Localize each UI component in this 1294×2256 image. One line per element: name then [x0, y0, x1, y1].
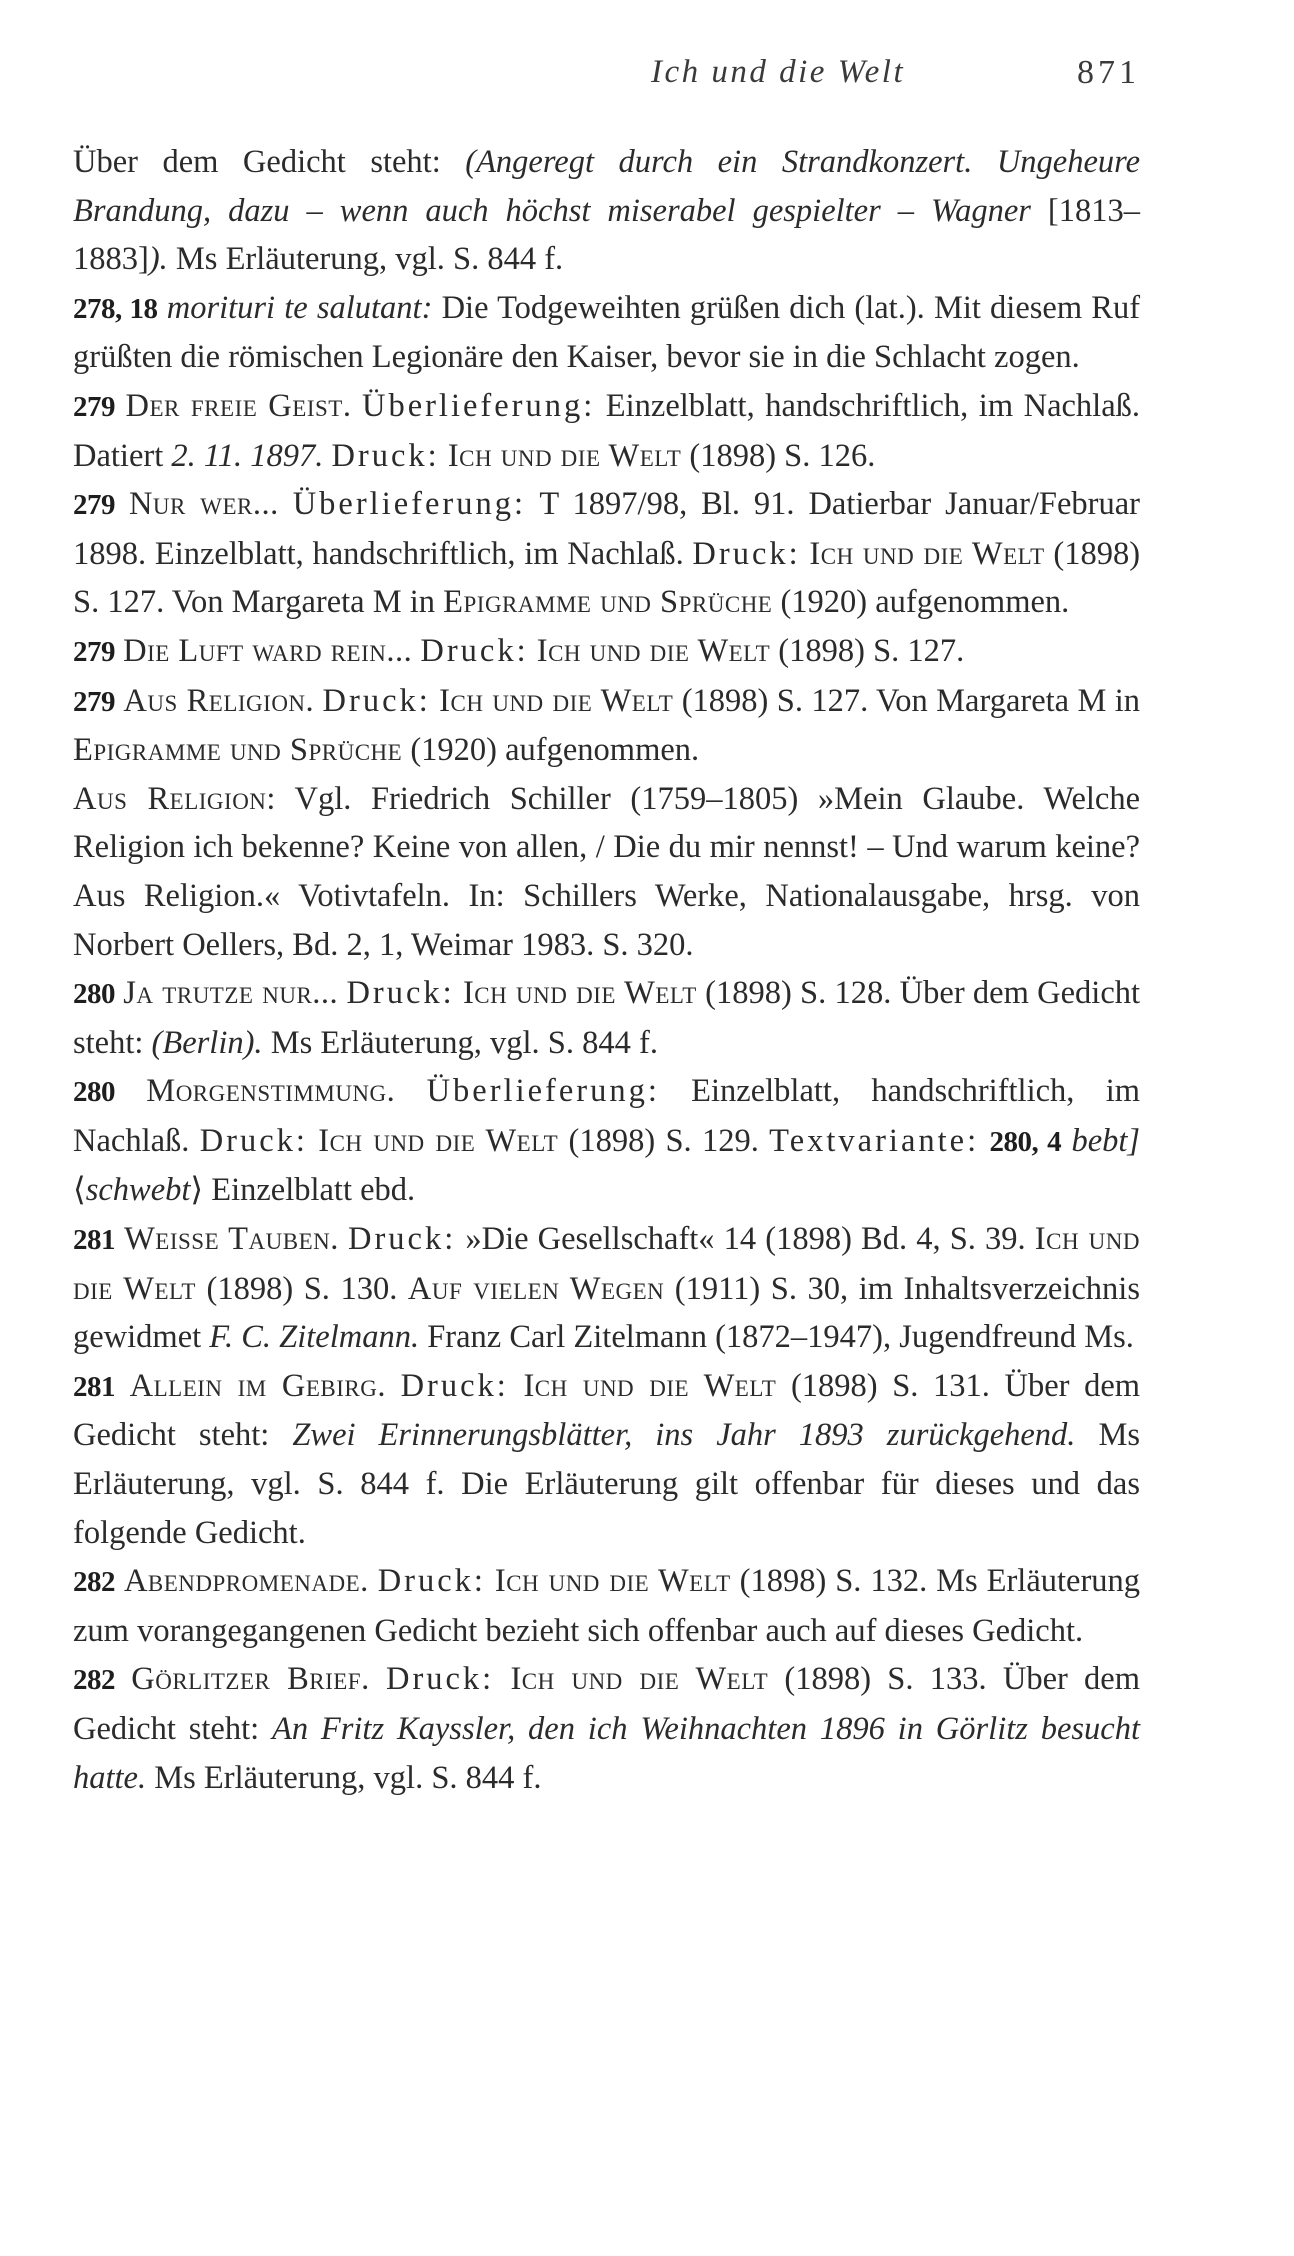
- page-reference: 279: [73, 685, 115, 718]
- poem-title: Ja trutze nur...: [123, 975, 339, 1012]
- poem-title: Nur wer...: [128, 486, 279, 523]
- page-reference: 281: [73, 1370, 115, 1403]
- poem-title: Morgenstimmung.: [146, 1073, 396, 1110]
- note-paragraph: 280 Ja trutze nur... Druck: Ich und die Welt (1898) S. 128. Über dem Gedicht steht: (Berlin). Ms Erläuterung, vgl. S. 844 f.: [73, 975, 1141, 1061]
- book-title: Epigramme und Sprüche: [443, 584, 773, 621]
- book-title: Ich und die Welt: [447, 437, 682, 474]
- note-paragraph: 279 Der freie Geist. Überlieferung: Einzelblatt, handschriftlich, im Nachlaß. Datiert 2. 11. 1897. Druck: Ich und die Welt (1898) S. 126.: [73, 387, 1141, 474]
- book-title: Ich und die Welt: [494, 1563, 731, 1600]
- section-label: Druck:: [692, 535, 801, 572]
- note-paragraph: 279 Die Luft ward rein... Druck: Ich und die Welt (1898) S. 127.: [73, 632, 965, 669]
- book-title: Ich und die Welt: [809, 535, 1045, 572]
- poem-title: Die Luft ward rein...: [123, 632, 413, 669]
- book-title: Ich und die Welt: [462, 975, 697, 1012]
- page-reference: 282: [73, 1566, 115, 1599]
- book-title: Ich und die Welt: [510, 1661, 769, 1698]
- note-paragraph: 282 Abendpromenade. Druck: Ich und die Welt (1898) S. 132. Ms Erläuterung zum vorangegangenen Gedicht bezieht sich offenbar auch auf dieses Gedicht.: [73, 1563, 1141, 1649]
- section-label: Druck:: [400, 1367, 509, 1404]
- note-paragraph: Über dem Gedicht steht: (Angeregt durch ein Strandkonzert. Ungeheure Brandung, dazu – wenn auch höchst miserabel gespielter – Wagner [1813–1883]). Ms Erläuterung, vgl. S. 844 f.: [73, 144, 1141, 278]
- book-title: Ich und die Welt: [536, 632, 771, 669]
- book-title: Auf vielen Wegen: [407, 1270, 665, 1307]
- poem-title: Görlitzer Brief.: [131, 1661, 370, 1698]
- page-header: [73, 40, 1140, 110]
- page-reference: 280: [73, 1076, 115, 1109]
- section-label: Druck:: [348, 1221, 457, 1258]
- book-title: Ich und die Welt: [318, 1122, 559, 1159]
- poem-title: Der freie Geist.: [125, 387, 352, 424]
- section-label: Überlieferung:: [292, 486, 527, 523]
- section-label: Druck:: [420, 632, 529, 669]
- note-paragraph: 278, 18 morituri te salutant: Die Todgeweihten grüßen dich (lat.). Mit diesem Ruf grüßten die römischen Legionäre den Kaiser, bevor sie in die Schlacht zogen.: [73, 289, 1141, 376]
- running-title: Ich und die Welt: [651, 54, 906, 90]
- book-title: Ich und die Welt: [439, 682, 674, 719]
- section-label: Druck:: [322, 682, 431, 719]
- note-paragraph: 279 Nur wer... Überlieferung: T 1897/98, Bl. 91. Datierbar Januar/Februar 1898. Einzelblatt, handschriftlich, im Nachlaß. Druck: Ich und die Welt (1898) S. 127. Von Margareta M in Epigramme und Sprüche (1920) aufgenommen.: [73, 486, 1141, 621]
- page-reference: 279: [73, 635, 115, 668]
- page-number: 871: [1077, 54, 1140, 91]
- section-label: Textvariante:: [769, 1122, 980, 1159]
- poem-title: Weisse Tauben.: [124, 1221, 339, 1258]
- page-reference: 280: [73, 978, 115, 1011]
- page-reference: 279: [73, 390, 115, 423]
- verse-reference: 280, 4: [989, 1125, 1062, 1158]
- section-label: Druck:: [199, 1122, 308, 1159]
- page-reference: 281: [73, 1224, 115, 1257]
- book-title: Epigramme und Sprüche: [73, 732, 403, 769]
- note-paragraph: 281 Allein im Gebirg. Druck: Ich und die Welt (1898) S. 131. Über dem Gedicht steht: Zwei Erinnerungsblätter, ins Jahr 1893 zurückgehend. Ms Erläuterung, vgl. S. 844 f. Die Erläuterung gilt offenbar für dieses und das folgende Gedicht.: [73, 1367, 1141, 1551]
- verse-reference: 278, 18: [73, 292, 158, 325]
- page-reference: 282: [73, 1664, 115, 1697]
- section-label: Druck:: [377, 1563, 486, 1600]
- book-title: Ich und die Welt: [73, 1221, 1141, 1307]
- poem-title: Aus Religion.: [123, 682, 315, 719]
- section-label: Druck:: [346, 975, 455, 1012]
- poem-title: Abendpromenade.: [123, 1563, 369, 1600]
- commentary-body: [73, 138, 1140, 1802]
- section-label: Überlieferung:: [361, 387, 596, 424]
- note-paragraph: 282 Görlitzer Brief. Druck: Ich und die Welt (1898) S. 133. Über dem Gedicht steht: An Fritz Kayssler, den ich Weihnachten 1896 in Görlitz besucht hatte. Ms Erläuterung, vgl. S. 844 f.: [73, 1661, 1141, 1796]
- book-page: [73, 40, 1140, 1802]
- poem-title: Allein im Gebirg.: [129, 1367, 386, 1404]
- section-label: Druck:: [385, 1661, 495, 1698]
- book-title: Ich und die Welt: [523, 1367, 777, 1404]
- page-reference: 279: [73, 489, 115, 522]
- section-label: Druck:: [331, 437, 440, 474]
- note-paragraph: 280 Morgenstimmung. Überlieferung: Einzelblatt, handschriftlich, im Nachlaß. Druck: Ich und die Welt (1898) S. 129. Textvariante: 280, 4 bebt] ⟨schwebt⟩ Einzelblatt ebd.: [73, 1073, 1141, 1209]
- note-paragraph: 279 Aus Religion. Druck: Ich und die Welt (1898) S. 127. Von Margareta M in Epigramme und Sprüche (1920) aufgenommen.: [73, 682, 1140, 769]
- poem-title: Aus Religion: [73, 780, 267, 817]
- note-paragraph: Aus Religion: Vgl. Friedrich Schiller (1759–1805) »Mein Glaube. Welche Religion ich bekenne? Keine von allen, / Die du mir nennst! – Und warum keine? Aus Religion.« Votivtafeln. In: Schillers Werke, Nationalausgabe, hrsg. von Norbert Oellers, Bd. 2, 1, Weimar 1983. S. 320.: [73, 780, 1141, 963]
- note-paragraph: 281 Weisse Tauben. Druck: »Die Gesellschaft« 14 (1898) Bd. 4, S. 39. Ich und die Welt (1898) S. 130. Auf vielen Wegen (1911) S. 30, im Inhaltsverzeichnis gewidmet F. C. Zitelmann. Franz Carl Zitelmann (1872–1947), Jugendfreund Ms.: [73, 1221, 1141, 1356]
- section-label: Überlieferung:: [426, 1073, 660, 1110]
